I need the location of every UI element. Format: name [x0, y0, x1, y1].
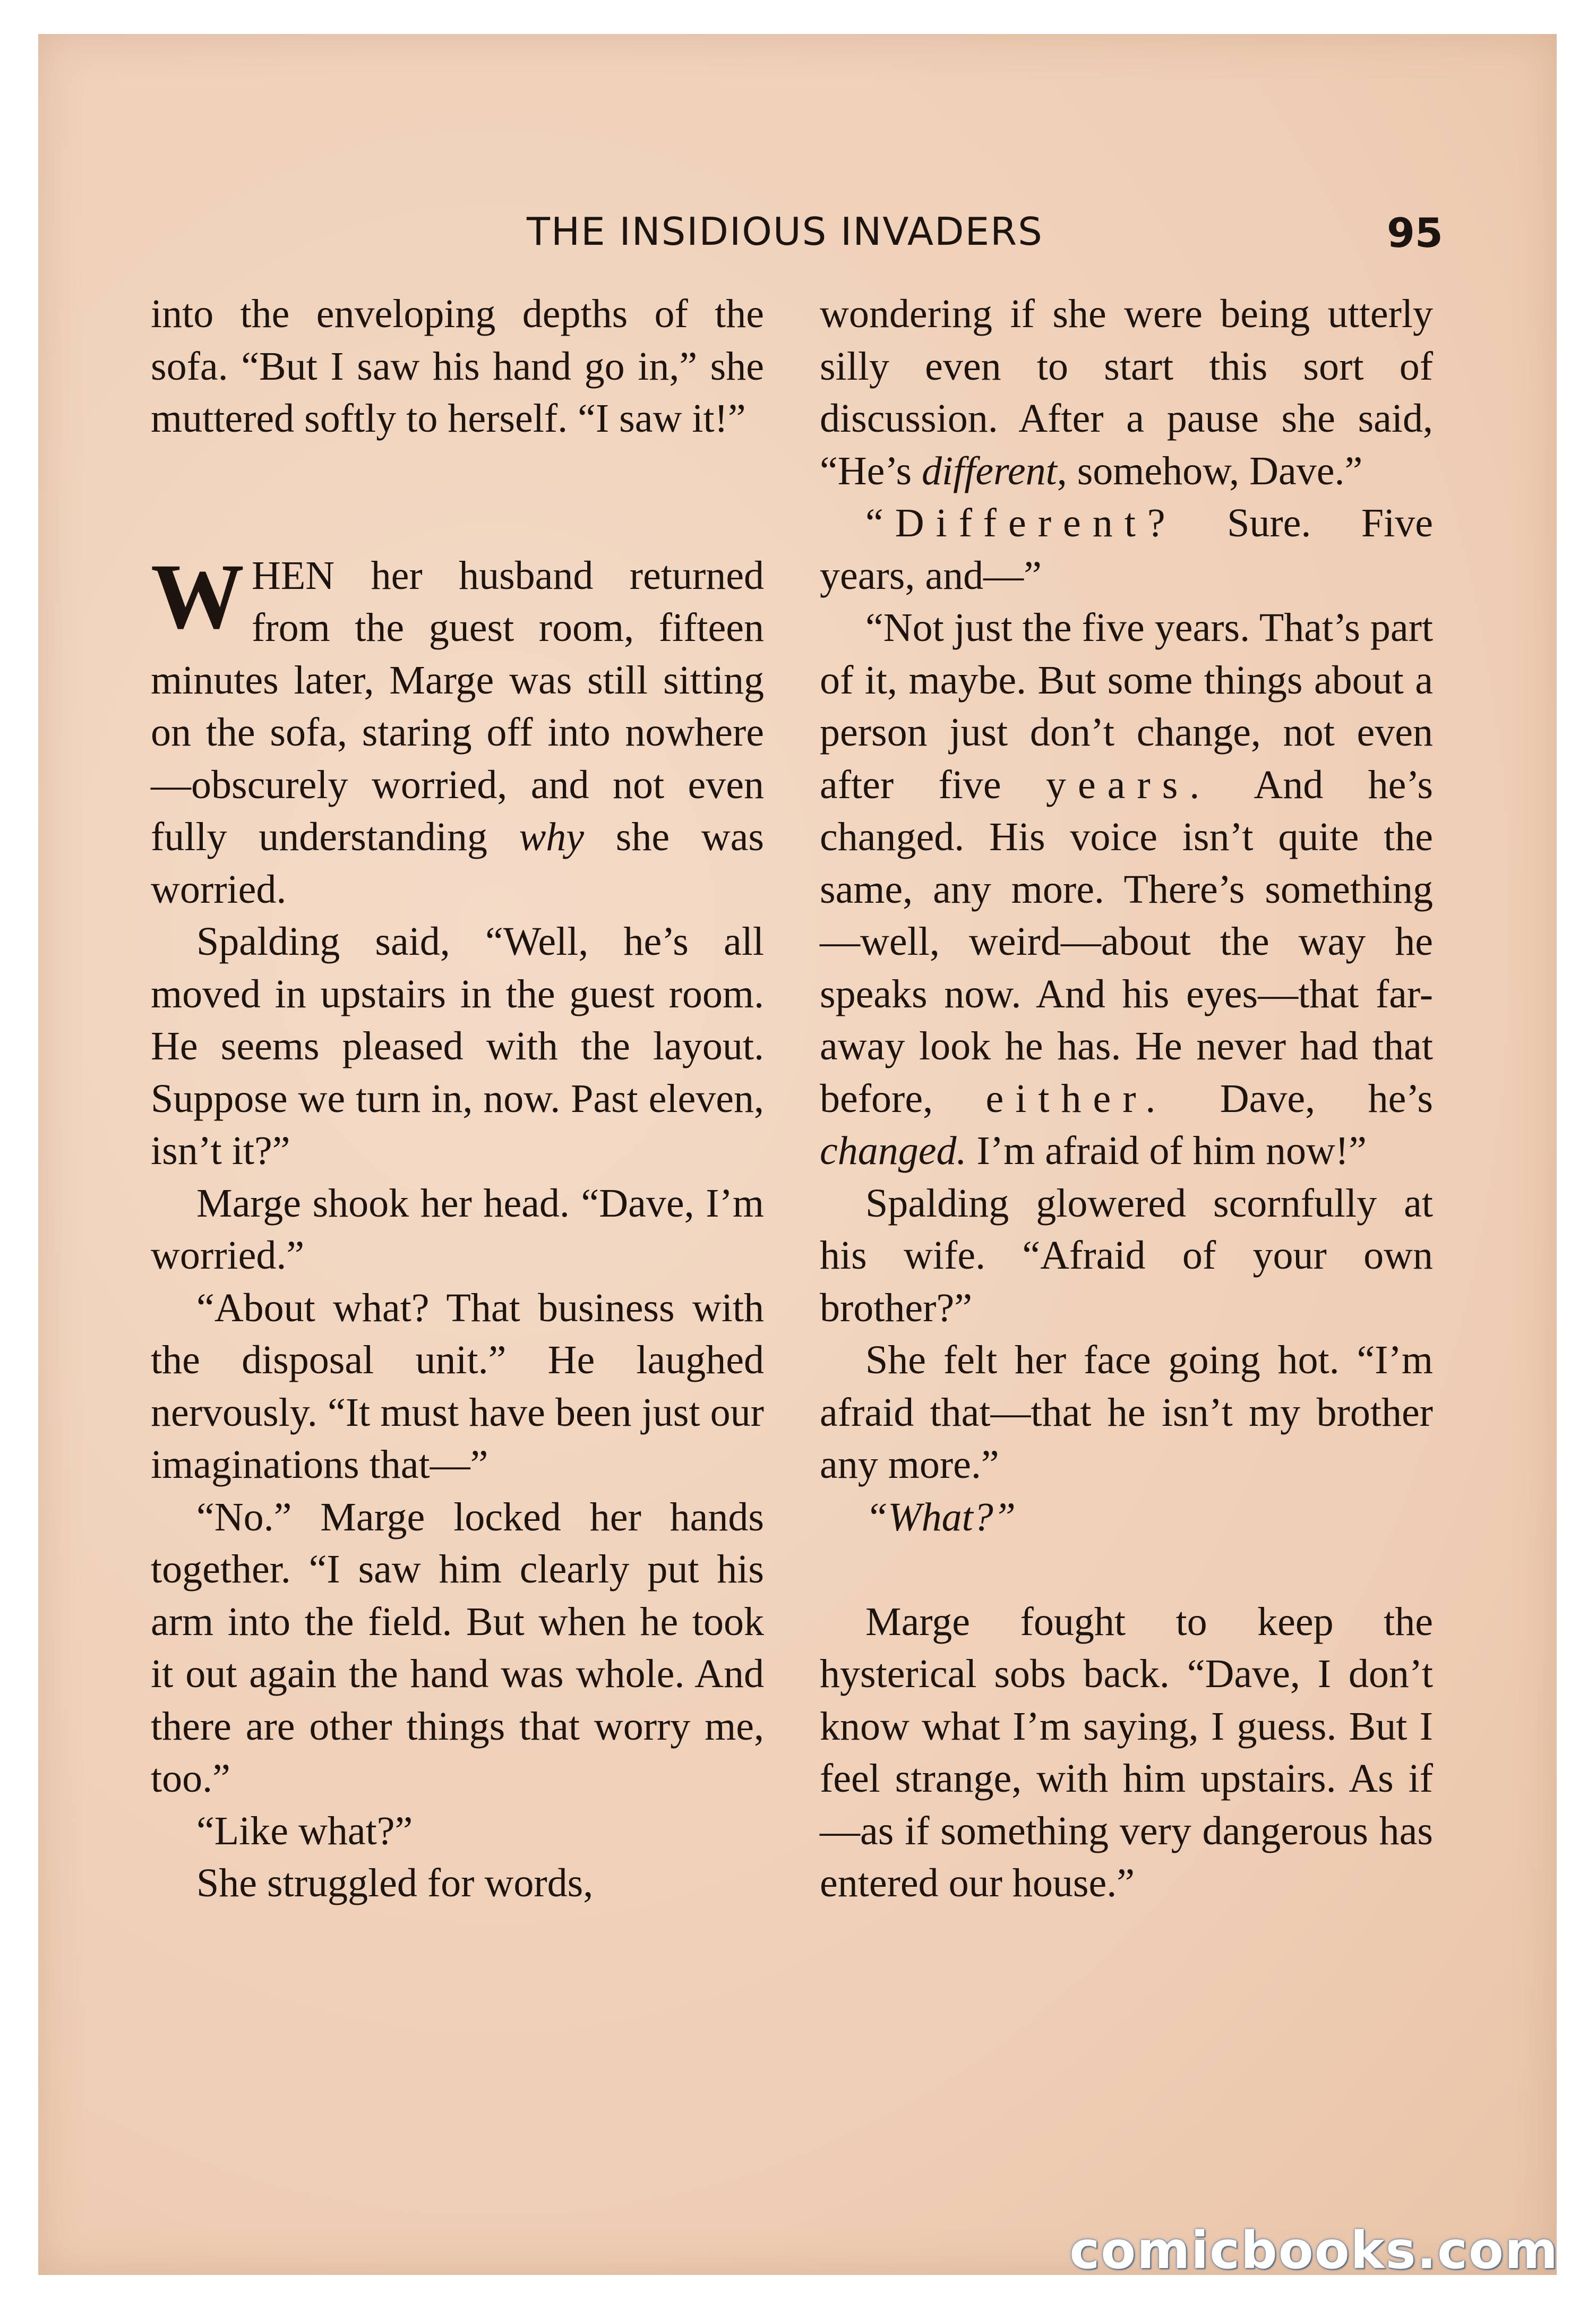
paragraph-dropcap: WHEN her husband returned from the guest room, fifteen minutes later, Marge was still sitting on the sofa, staring off into nowhere —obscurely worried, and not even fully understanding why she was worried. [151, 544, 764, 912]
right-column [820, 288, 1433, 1910]
paragraph: She struggled for words, [196, 1861, 594, 1905]
paragraph: wondering if she were being utterly silly even to start this sort of discussion. After a pause she said, “He’s different, somehow, Dave.” [820, 292, 1433, 493]
book-page [38, 34, 1557, 2275]
paragraph: Marge shook her head. “Dave, I’m worried.” [151, 1180, 764, 1278]
paragraph: She felt her face going hot. “I’m afraid that—that he isn’t my brother any more.” [820, 1338, 1433, 1487]
paragraph: “What?” [865, 1494, 1016, 1539]
running-title: THE INSIDIOUS INVADERS [527, 209, 1043, 254]
running-header [38, 209, 1557, 268]
paragraph: “Not just the five years. That’s part of it, maybe. But some things about a person just don’t change, not even after five years. And he’s changed. His voice isn’t quite the same, any more. There’s something—well, weird—about the way he speaks now. And his eyes—that far-away look he has. He never had that before, either. Dave, he’s changed. I’m afraid of him now!” [820, 605, 1433, 1173]
section-break [820, 1543, 1433, 1596]
paragraph: “About what? That business with the disposal unit.” He laughed nervously. “It must have been just our imaginations that—” [151, 1285, 764, 1487]
paragraph: “No.” Marge locked her hands together. “I saw him clearly put his arm into the field. But when he took it out again the hand was whole. And there are other things that worry me, too.” [151, 1494, 764, 1801]
source-watermark: comicbooks.com [1069, 2221, 1559, 2280]
page-number: 95 [1387, 209, 1443, 256]
paragraph: “Different? Sure. Five years, and—” [820, 501, 1433, 598]
paragraph: “Like what?” [196, 1808, 413, 1853]
section-break [151, 445, 764, 550]
paragraph: Marge fought to keep the hysterical sobs back. “Dave, I don’t know what I’m saying, I guess. But I feel strange, with him upstairs. As if—as if something very dangerous has entered our house.” [820, 1599, 1433, 1905]
paragraph: Spalding said, “Well, he’s all moved in upstairs in the guest room. He seems pleased with the layout. Suppose we turn in, now. Past eleven, isn’t it?” [151, 919, 764, 1173]
drop-cap: W [151, 544, 244, 648]
paragraph: Spalding glowered scornfully at his wife. “Afraid of your own brother?” [820, 1180, 1433, 1330]
left-column [151, 288, 764, 1910]
paragraph: into the enveloping depths of the sofa. “But I saw his hand go in,” she muttered softly to herself. “I saw it!” [151, 292, 764, 441]
